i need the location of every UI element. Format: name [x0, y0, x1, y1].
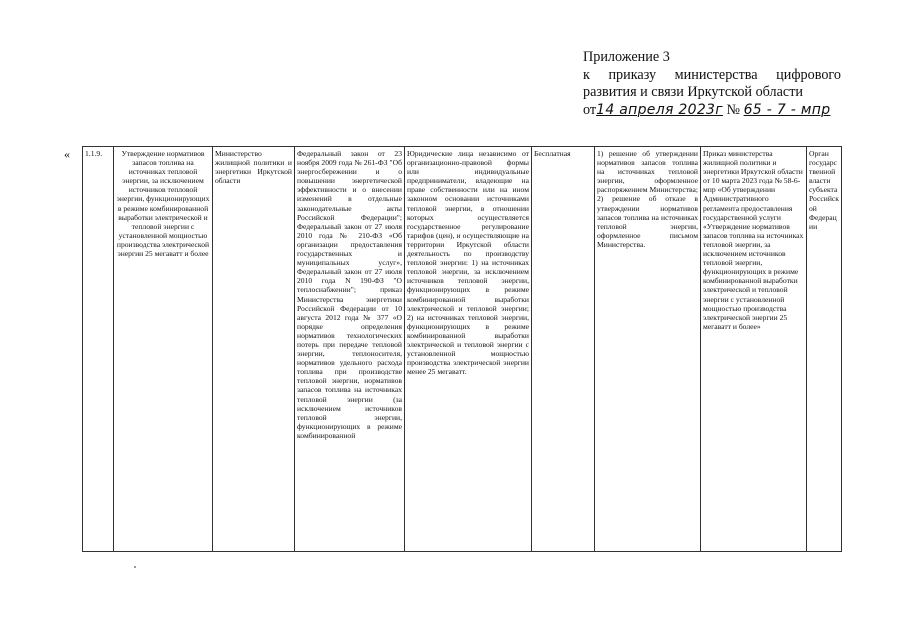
date-prefix: от	[583, 101, 597, 118]
table-row	[83, 147, 842, 552]
header-line-order	[583, 67, 841, 85]
header-word: к	[583, 66, 590, 83]
appendix-title: Приложение 3	[583, 49, 670, 65]
header-word: министерства	[674, 66, 758, 83]
applicants-cell: Юридические лица независимо от организационно-правовой формы или индивидуальные предприниматели, владеющие на праве собственности или на ином законном основании источниками тепловой энергии, в отношении которых осуществляется государственное регулирование тарифов (цен), и осуществляющие на территории Иркутской области деятельность по производству тепловой энергии: 1) на источниках тепловой энергии, за исключением источников тепловой энергии, функционирующих в режиме комбинированной выработки электрической и тепловой энергии; 2) на источниках тепловой энергии, функционирующих в режиме комбинированной выработки электрической и тепловой энергии с установленной мощностью производства электрической энергии менее 25 мегаватт.	[405, 147, 532, 552]
header-word: цифрового	[776, 66, 841, 83]
handwritten-number: 65 - 7 - мпр	[743, 101, 831, 118]
service-name-cell: Утверждение нормативов запасов топлива на источниках тепловой энергии, за исключением источников тепловой энергии, функционирующих в режиме комбинированной выработки электрической и тепловой энергии с установленной мощностью производства электрической энергии 25 мегаватт и более	[114, 147, 213, 552]
opening-quote: «	[64, 147, 70, 161]
number-sign: №	[726, 101, 741, 118]
result-cell: 1) решение об утверждении нормативов запасов топлива на источниках тепловой энергии, оформленное распоряжением Министерства; 2) решение об отказе в утверждении нормативов запасов топлива на источниках тепловой энергии, оформленное письмом Министерства.	[595, 147, 701, 552]
legal-basis-cell: Федеральный закон от 23 ноября 2009 года № 261-ФЗ "Об энергосбережении и о повышении энергетической эффективности и о внесении изменений в отдельные законодательные акты Российской Федерации"; Федеральный закон от 27 июля 2010 года № 210-ФЗ «Об организации предоставления государственных и муниципальных услуг», Федеральный закон от 27 июля 2010 года N 190-ФЗ "О теплоснабжении"; приказ Министерства энергетики Российской Федерации от 10 августа 2012 года № 377 «О порядке определения нормативов технологических потерь при передаче тепловой энергии, теплоносителя, нормативов удельного расхода топлива при производстве тепловой энергии, нормативов запасов топлива на источниках тепловой энергии (за исключением источников тепловой энергии, функционирующих в режиме комбинированной	[295, 147, 405, 552]
header-line-ministry: развития и связи Иркутской области	[583, 84, 803, 101]
header-line-date-number	[583, 102, 841, 120]
fee-cell: Бесплатная	[532, 147, 595, 552]
row-number-cell: 1.1.9.	[83, 147, 114, 552]
scan-speck	[134, 566, 136, 568]
services-table	[82, 146, 842, 552]
authority-cell: Министерство жилищной политики и энергетики Иркутской области	[213, 147, 295, 552]
handwritten-date: 14 апреля 2023г	[596, 101, 723, 118]
appendix-header	[583, 49, 841, 119]
authority-type-cell: Орган государс твенной власти субъекта Российск ой Федерац ии	[807, 147, 842, 552]
regulation-cell: Приказ министерства жилищной политики и энергетики Иркутской области от 10 марта 2023 года № 58-6-мпр «Об утверждении Административного регламента предоставления государственной услуги «Утверждение нормативов запасов топлива на источниках тепловой энергии, за исключением источников тепловой энергии, функционирующих в режиме комбинированной выработки электрической и тепловой энергии с установленной мощностью производства электрической энергии 25 мегаватт и более»	[701, 147, 807, 552]
header-word: приказу	[608, 66, 657, 83]
